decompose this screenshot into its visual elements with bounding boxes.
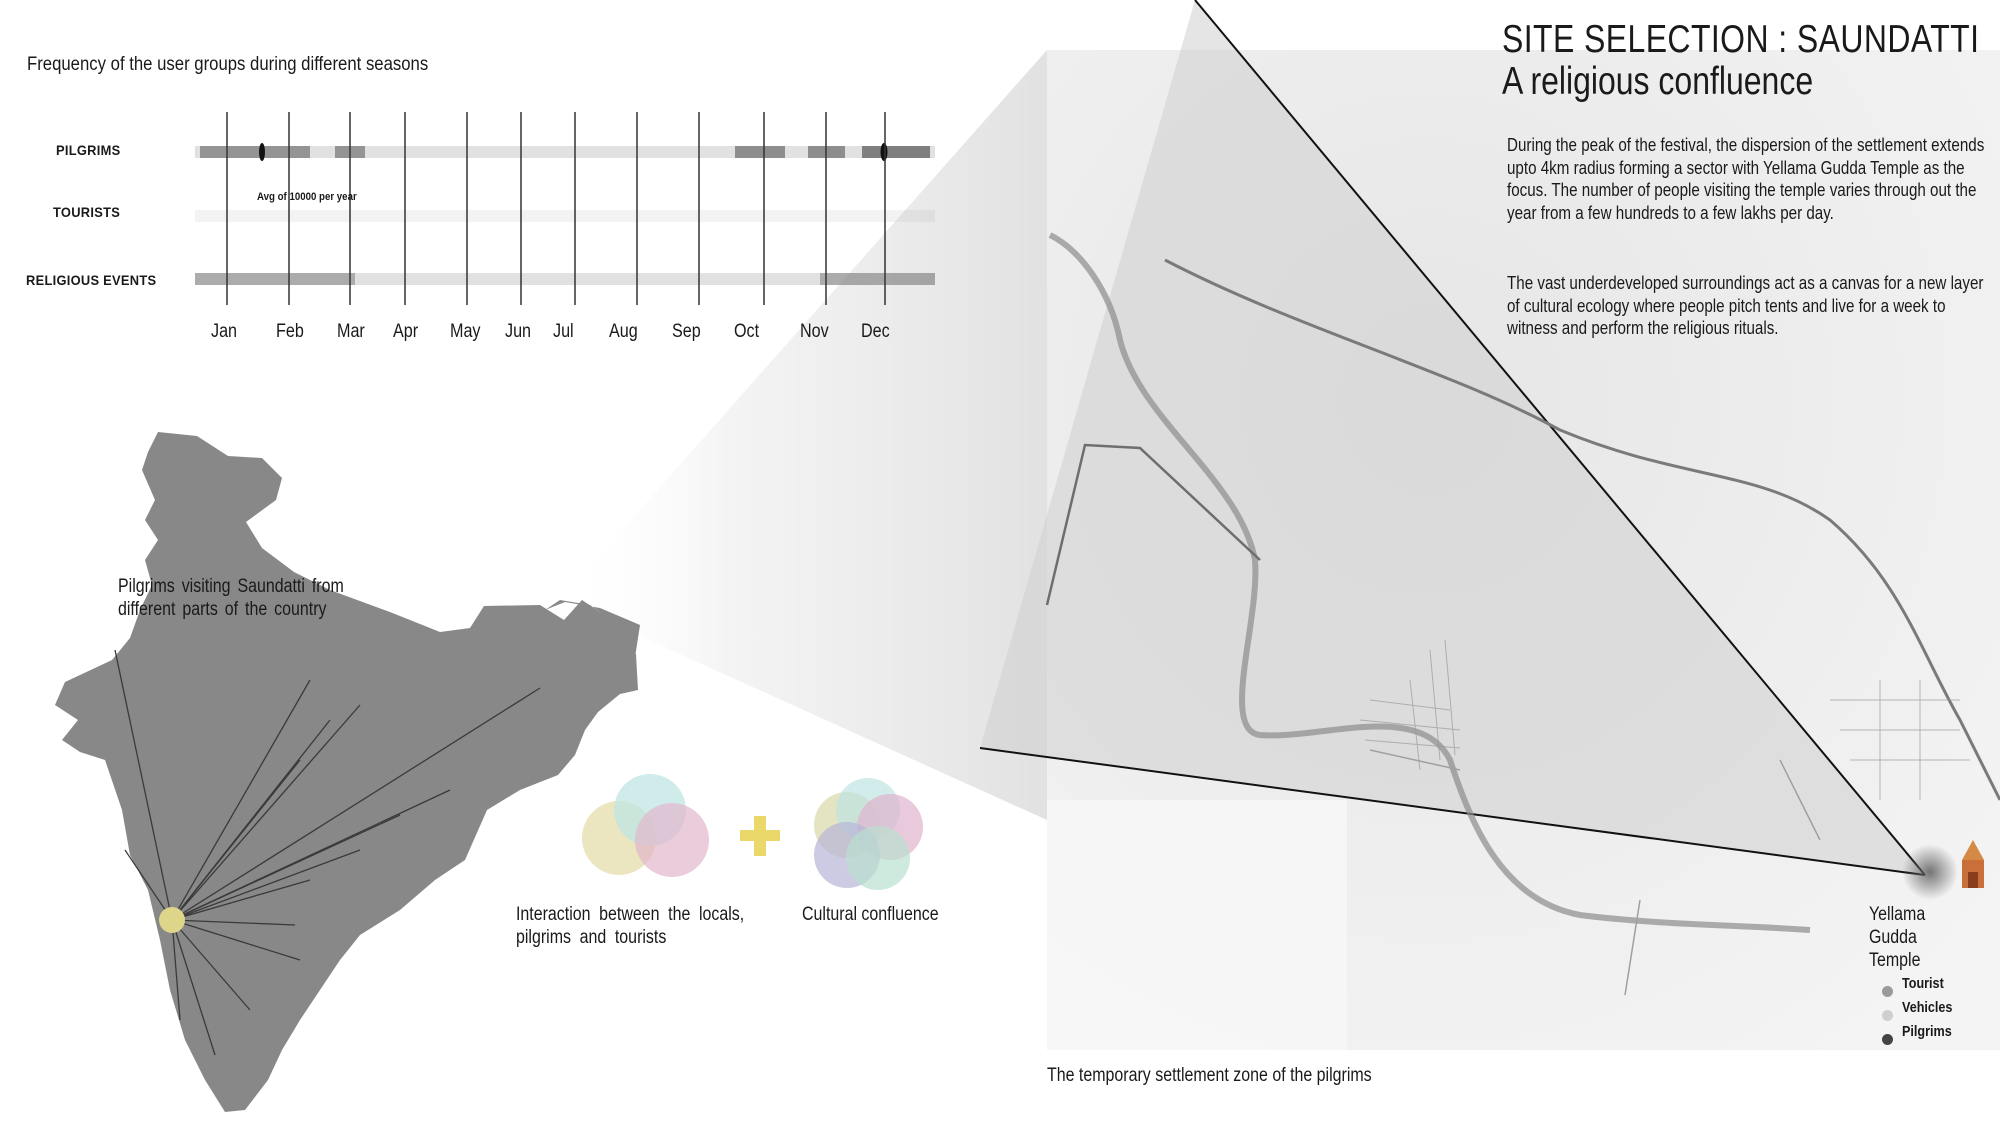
- average-annotation: Avg of 10000 per year: [257, 191, 357, 203]
- legend-label: Tourist: [1902, 974, 1944, 992]
- frequency-chart-title: Frequency of the user groups during different seasons: [27, 54, 429, 75]
- legend-swatch: [1882, 1010, 1893, 1021]
- month-label: Aug: [609, 321, 638, 342]
- month-label: Oct: [734, 321, 760, 342]
- pilgrim-peak: [735, 146, 785, 158]
- legend: [1882, 974, 1962, 1051]
- page-subtitle: A religious confluence: [1502, 60, 1814, 103]
- month-label: Jan: [211, 321, 238, 342]
- month-label: May: [450, 321, 481, 342]
- site-map-caption: The temporary settlement zone of the pilgrims: [1047, 1065, 1372, 1086]
- legend-item-pilgrims: [1882, 1022, 1962, 1051]
- india-map-caption: Pilgrims visiting Saundatti from different parts of the country: [118, 576, 344, 620]
- legend-label: Pilgrims: [1902, 1022, 1952, 1040]
- description-paragraph-2: The vast underdeveloped surroundings act as a canvas for a new layer of cultural ecology where people pitch tents and live for a week to witness and perform the religious rituals.: [1507, 272, 1984, 338]
- pilgrim-peak-marker: [259, 143, 265, 161]
- month-label: Jul: [553, 321, 574, 342]
- month-label: Feb: [276, 321, 304, 342]
- row-label-tourists: TOURISTS: [53, 204, 121, 220]
- row-label-pilgrims: PILGRIMS: [56, 142, 121, 158]
- month-label: Nov: [800, 321, 829, 342]
- pilgrim-peak: [862, 146, 930, 158]
- month-label: Sep: [672, 321, 701, 342]
- description-paragraph-1: During the peak of the festival, the dispersion of the settlement extends upto 4km radius forming a sector with Yellama Gudda Temple as the focus. The number of people visiting the temple varies through out the year from a few hundreds to a few lakhs per day.: [1507, 134, 1985, 223]
- frequency-band: [195, 210, 935, 222]
- confluence-caption: Cultural confluence: [802, 904, 939, 925]
- month-label: Apr: [393, 321, 419, 342]
- pilgrim-peak-marker: [881, 143, 888, 161]
- legend-label: Vehicles: [1902, 998, 1953, 1016]
- row-label-religious-events: RELIGIOUS EVENTS: [26, 272, 157, 288]
- legend-swatch: [1882, 986, 1893, 997]
- month-label: Jun: [505, 321, 532, 342]
- page-title: SITE SELECTION : SAUNDATTI: [1502, 18, 1980, 61]
- legend-swatch: [1882, 1034, 1893, 1045]
- pilgrim-peak: [200, 146, 310, 158]
- temple-label: Yellama Gudda Temple: [1869, 904, 1926, 971]
- religious-event-band: [195, 273, 355, 285]
- interaction-caption: Interaction between the locals, pilgrims and tourists: [516, 904, 745, 948]
- religious-event-band: [820, 273, 935, 285]
- month-label: Mar: [337, 321, 365, 342]
- month-label: Dec: [861, 321, 890, 342]
